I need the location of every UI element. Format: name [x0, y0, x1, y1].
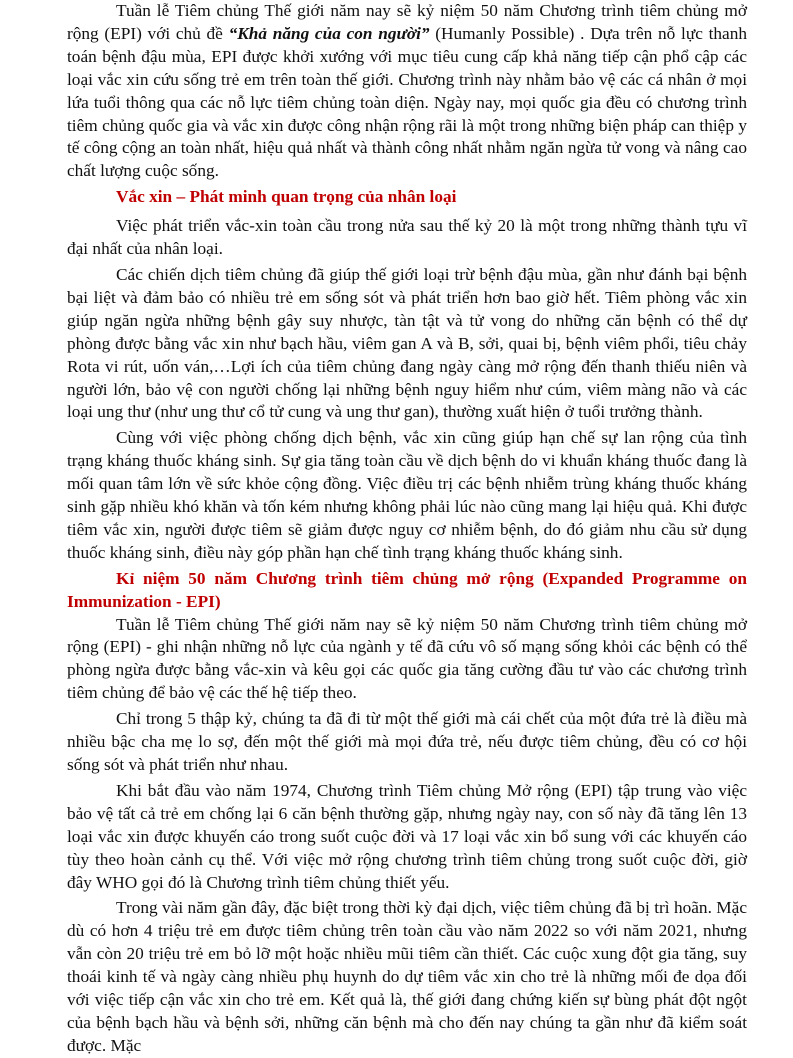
section-heading-vaccine: Vắc xin – Phát minh quan trọng của nhân loại [116, 187, 457, 207]
intro-theme: “Khả năng của con người” [228, 23, 430, 43]
intro-text-before: Tuần lễ Tiêm chủng Thế giới năm nay sẽ kỷ niệm 50 năm Chương trình tiêm chủng mở rộng (EPI) với chủ đề [67, 1, 747, 43]
paragraph-s2-1: Tuần lễ Tiêm chủng Thế giới năm nay sẽ kỷ niệm 50 năm Chương trình tiêm chủng mở rộng (EPI) - ghi nhận những nỗ lực của ngành y tế đã cứu vô số mạng sống khỏi các bệnh có thể phòng ngừa được bằng vắc-xin và kêu gọi các quốc gia tăng cường đầu tư vào các chương trình tiêm chủng để bảo vệ các thế hệ tiếp theo. [67, 614, 747, 703]
section-heading-epi: Kỉ niệm 50 năm Chương trình tiêm chủng mở rộng (Expanded Programme on Immunization - EPI) [67, 568, 747, 611]
paragraph-s2-4: Trong vài năm gần đây, đặc biệt trong thời kỳ đại dịch, việc tiêm chủng đã bị trì hoãn. Mặc dù có hơn 4 triệu trẻ em được tiêm chủng trên toàn cầu vào năm 2022 so với năm 2021, nhưng vẫn còn 20 triệu trẻ em bỏ lỡ một hoặc nhiều mũi tiêm cần thiết. Các cuộc xung đột gia tăng, suy thoái kinh tế và ngày càng nhiều phụ huynh do dự tiêm vắc xin cho trẻ là những mối đe dọa đối với việc tiếp cận vắc xin cho trẻ em. Kết quả là, thế giới đang chứng kiến sự bùng phát đột ngột của bệnh bạch hầu và bệnh sởi, những căn bệnh mà cho đến nay chúng ta gần như đã kiểm soát được. Mặc [67, 898, 747, 1055]
paragraph-s1-3: Cùng với việc phòng chống dịch bệnh, vắc xin cũng giúp hạn chế sự lan rộng của tình trạng kháng thuốc kháng sinh. Sự gia tăng toàn cầu về dịch bệnh do vi khuẩn kháng thuốc đang là mối quan tâm lớn về sức khỏe cộng đồng. Việc điều trị các bệnh nhiễm trùng kháng thuốc kháng sinh gặp nhiều khó khăn và tốn kém nhưng không phải lúc nào cũng mang lại hiệu quả. Khi được tiêm vắc xin, người được tiêm sẽ giảm được nguy cơ nhiễm bệnh, do đó giảm nhu cầu sử dụng thuốc kháng sinh, điều này góp phần hạn chế tình trạng kháng thuốc kháng sinh. [67, 428, 747, 562]
paragraph-s2-3: Khi bắt đầu vào năm 1974, Chương trình Tiêm chủng Mở rộng (EPI) tập trung vào việc bảo vệ tất cả trẻ em chống lại 6 căn bệnh thường gặp, nhưng ngày nay, con số này đã tăng lên 13 loại vắc xin được khuyến cáo trong suốt cuộc đời và 17 loại vắc xin bổ sung với các khuyến cáo tùy theo hoàn cảnh cụ thể. Với việc mở rộng chương trình tiêm chủng trong suốt cuộc đời, giờ đây WHO gọi đó là Chương trình tiêm chủng thiết yếu. [67, 780, 747, 892]
paragraph-s1-2: Các chiến dịch tiêm chủng đã giúp thế giới loại trừ bệnh đậu mùa, gần như đánh bại bệnh bại liệt và đảm bảo có nhiều trẻ em sống sót và phát triển hơn bao giờ hết. Tiêm phòng vắc xin giúp ngăn ngừa những bệnh gây suy nhược, tàn tật và tử vong do những căn bệnh có thể dự phòng được bằng vắc xin như bạch hầu, viêm gan A và B, sởi, quai bị, bệnh viêm phổi, tiêu chảy Rota vi rút, uốn ván,…Lợi ích của tiêm chủng đang ngày càng mở rộng đến thanh thiếu niên và người lớn, bảo vệ con người chống lại những bệnh nguy hiểm như cúm, viêm màng não và các loại ung thư (như ung thư cổ tử cung và ung thư gan), thường xuất hiện ở tuổi trưởng thành. [67, 264, 747, 422]
intro-text-after: (Humanly Possible) . Dựa trên nỗ lực thanh toán bệnh đậu mùa, EPI được khởi xướng với mục tiêu cung cấp khả năng tiếp cận phổ cập các loại vắc xin cứu sống trẻ em trên toàn thế giới. Chương trình này nhằm bảo vệ các cá nhân ở mọi lứa tuổi thông qua các nỗ lực tiêm chủng toàn diện. Ngày nay, mọi quốc gia đều có chương trình tiêm chủng quốc gia và vắc xin được công nhận rộng rãi là một trong những biện pháp can thiệp y tế công cộng an toàn nhất, hiệu quả nhất và thành công nhất nhằm ngăn ngừa tử vong và nâng cao chất lượng cuộc sống. [67, 23, 747, 181]
paragraph-s1-1: Việc phát triển vắc-xin toàn cầu trong nửa sau thế kỷ 20 là một trong những thành tựu vĩ đại nhất của nhân loại. [67, 216, 747, 259]
document-page [67, 0, 747, 1058]
intro-paragraph [67, 0, 747, 183]
paragraph-s2-2: Chỉ trong 5 thập kỷ, chúng ta đã đi từ một thế giới mà cái chết của một đứa trẻ là điều mà nhiều bậc cha mẹ lo sợ, đến một thế giới mà mọi đứa trẻ, nếu được tiêm chủng, đều có cơ hội sống sót và phát triển như nhau. [67, 709, 747, 774]
